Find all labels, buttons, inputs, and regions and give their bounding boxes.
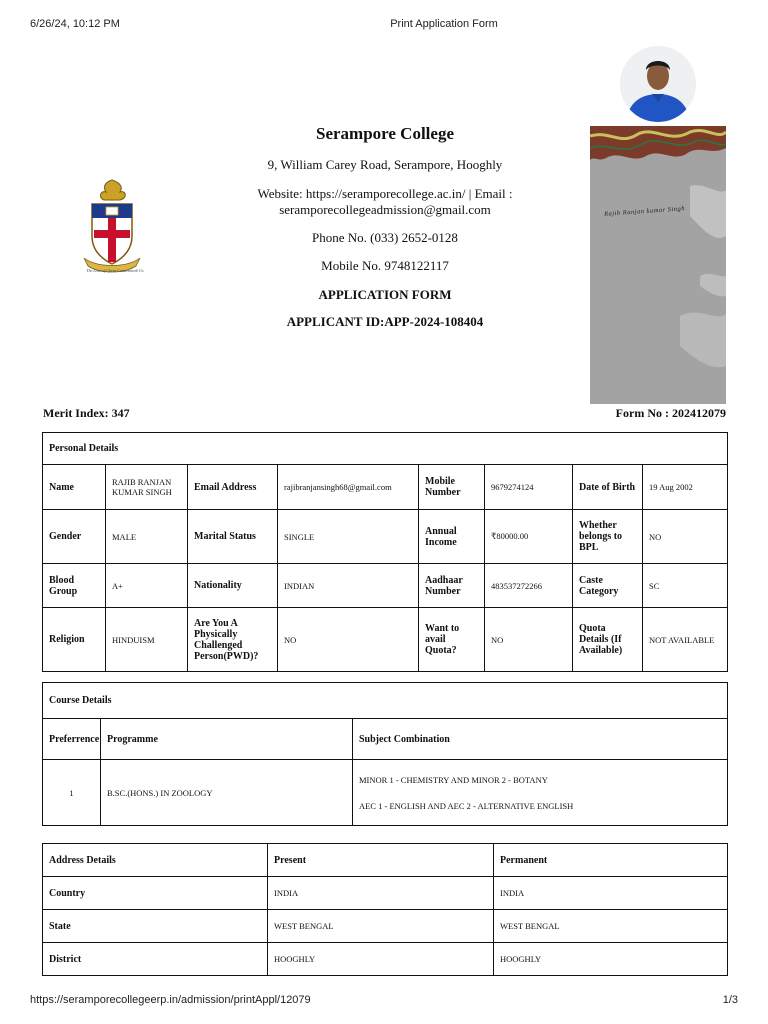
- college-logo: [62, 172, 162, 280]
- column-header: Subject Combination: [353, 719, 728, 760]
- field-value: 483537272266: [485, 564, 573, 608]
- personal-details-table: [42, 432, 728, 672]
- logo-motto: The Love of Christ Constraineth Us: [86, 268, 144, 273]
- field-label: Are You A Physically Challenged Person(PWD)?: [188, 608, 278, 672]
- subject-combination: [353, 760, 728, 826]
- form-number: Form No : 202412079: [615, 406, 726, 420]
- print-datetime: 6/26/24, 10:12 PM: [30, 18, 120, 30]
- subject-line: MINOR 1 - CHEMISTRY AND MINOR 2 - BOTANY: [359, 774, 548, 785]
- column-header: Present: [268, 844, 494, 877]
- field-label: Blood Group: [43, 564, 106, 608]
- course-details-table: [42, 682, 728, 826]
- college-phone: Phone No. (033) 2652-0128: [312, 230, 458, 245]
- signature-image: [590, 126, 726, 404]
- print-title: Print Application Form: [390, 18, 498, 30]
- section-title: Personal Details: [43, 433, 728, 465]
- field-value: RAJIB RANJAN KUMAR SINGH: [106, 465, 188, 510]
- row-label: District: [43, 943, 268, 976]
- field-value: MALE: [106, 510, 188, 564]
- field-value: HINDUISM: [106, 608, 188, 672]
- field-label: Quota Details (If Available): [573, 608, 643, 672]
- permanent-value: INDIA: [494, 877, 728, 910]
- field-label: Gender: [43, 510, 106, 564]
- field-label: Annual Income: [419, 510, 485, 564]
- field-value: ₹80000.00: [485, 510, 573, 564]
- form-title: APPLICATION FORM: [318, 287, 452, 302]
- field-value: SINGLE: [278, 510, 419, 564]
- field-value: INDIAN: [278, 564, 419, 608]
- column-header: Preferrence: [43, 719, 101, 760]
- field-value: 9679274124: [485, 465, 573, 510]
- field-value: NO: [485, 608, 573, 672]
- field-label: Aadhaar Number: [419, 564, 485, 608]
- section-title: Course Details: [43, 683, 728, 719]
- field-value: rajibranjansingh68@gmail.com: [278, 465, 419, 510]
- page-number: 1/3: [722, 994, 738, 1006]
- field-label: Caste Category: [573, 564, 643, 608]
- college-mobile: Mobile No. 9748122117: [321, 258, 449, 273]
- present-value: WEST BENGAL: [268, 910, 494, 943]
- field-value: NOT AVAILABLE: [643, 608, 728, 672]
- permanent-value: HOOGHLY: [494, 943, 728, 976]
- applicant-id: APPLICANT ID:APP-2024-108404: [286, 314, 484, 329]
- column-header: Programme: [101, 719, 353, 760]
- field-value: 19 Aug 2002: [643, 465, 728, 510]
- merit-index: Merit Index: 347: [43, 406, 130, 420]
- email-line: seramporecollegeadmission@gmail.com: [279, 202, 491, 217]
- field-label: Want to avail Quota?: [419, 608, 485, 672]
- field-label: Religion: [43, 608, 106, 672]
- field-label: Whether belongs to BPL: [573, 510, 643, 564]
- column-header: Permanent: [494, 844, 728, 877]
- field-label: Email Address: [188, 465, 278, 510]
- section-title: Address Details: [43, 844, 268, 877]
- field-label: Date of Birth: [573, 465, 643, 510]
- print-url: https://seramporecollegeerp.in/admission/printAppl/12079: [30, 994, 311, 1006]
- permanent-value: WEST BENGAL: [494, 910, 728, 943]
- college-name: Serampore College: [315, 124, 454, 143]
- programme-value: B.SC.(HONS.) IN ZOOLOGY: [101, 760, 353, 826]
- field-label: Marital Status: [188, 510, 278, 564]
- field-label: Mobile Number: [419, 465, 485, 510]
- college-website: [200, 186, 570, 218]
- field-value: A+: [106, 564, 188, 608]
- applicant-photo: [620, 46, 696, 122]
- field-label: Nationality: [188, 564, 278, 608]
- college-address: 9, William Carey Road, Serampore, Hooghly: [267, 157, 503, 172]
- row-label: Country: [43, 877, 268, 910]
- subject-line: AEC 1 - ENGLISH AND AEC 2 - ALTERNATIVE ENGLISH: [359, 800, 574, 811]
- field-value: NO: [278, 608, 419, 672]
- address-details-table: [42, 843, 728, 976]
- field-label: Name: [43, 465, 106, 510]
- signature-text: Rajib Ranjan kumar Singh: [603, 205, 686, 218]
- present-value: HOOGHLY: [268, 943, 494, 976]
- present-value: INDIA: [268, 877, 494, 910]
- row-label: State: [43, 910, 268, 943]
- field-value: SC: [643, 564, 728, 608]
- website-line: Website: https://seramporecollege.ac.in/ | Email :: [257, 186, 513, 201]
- field-value: NO: [643, 510, 728, 564]
- preference-value: 1: [43, 760, 101, 826]
